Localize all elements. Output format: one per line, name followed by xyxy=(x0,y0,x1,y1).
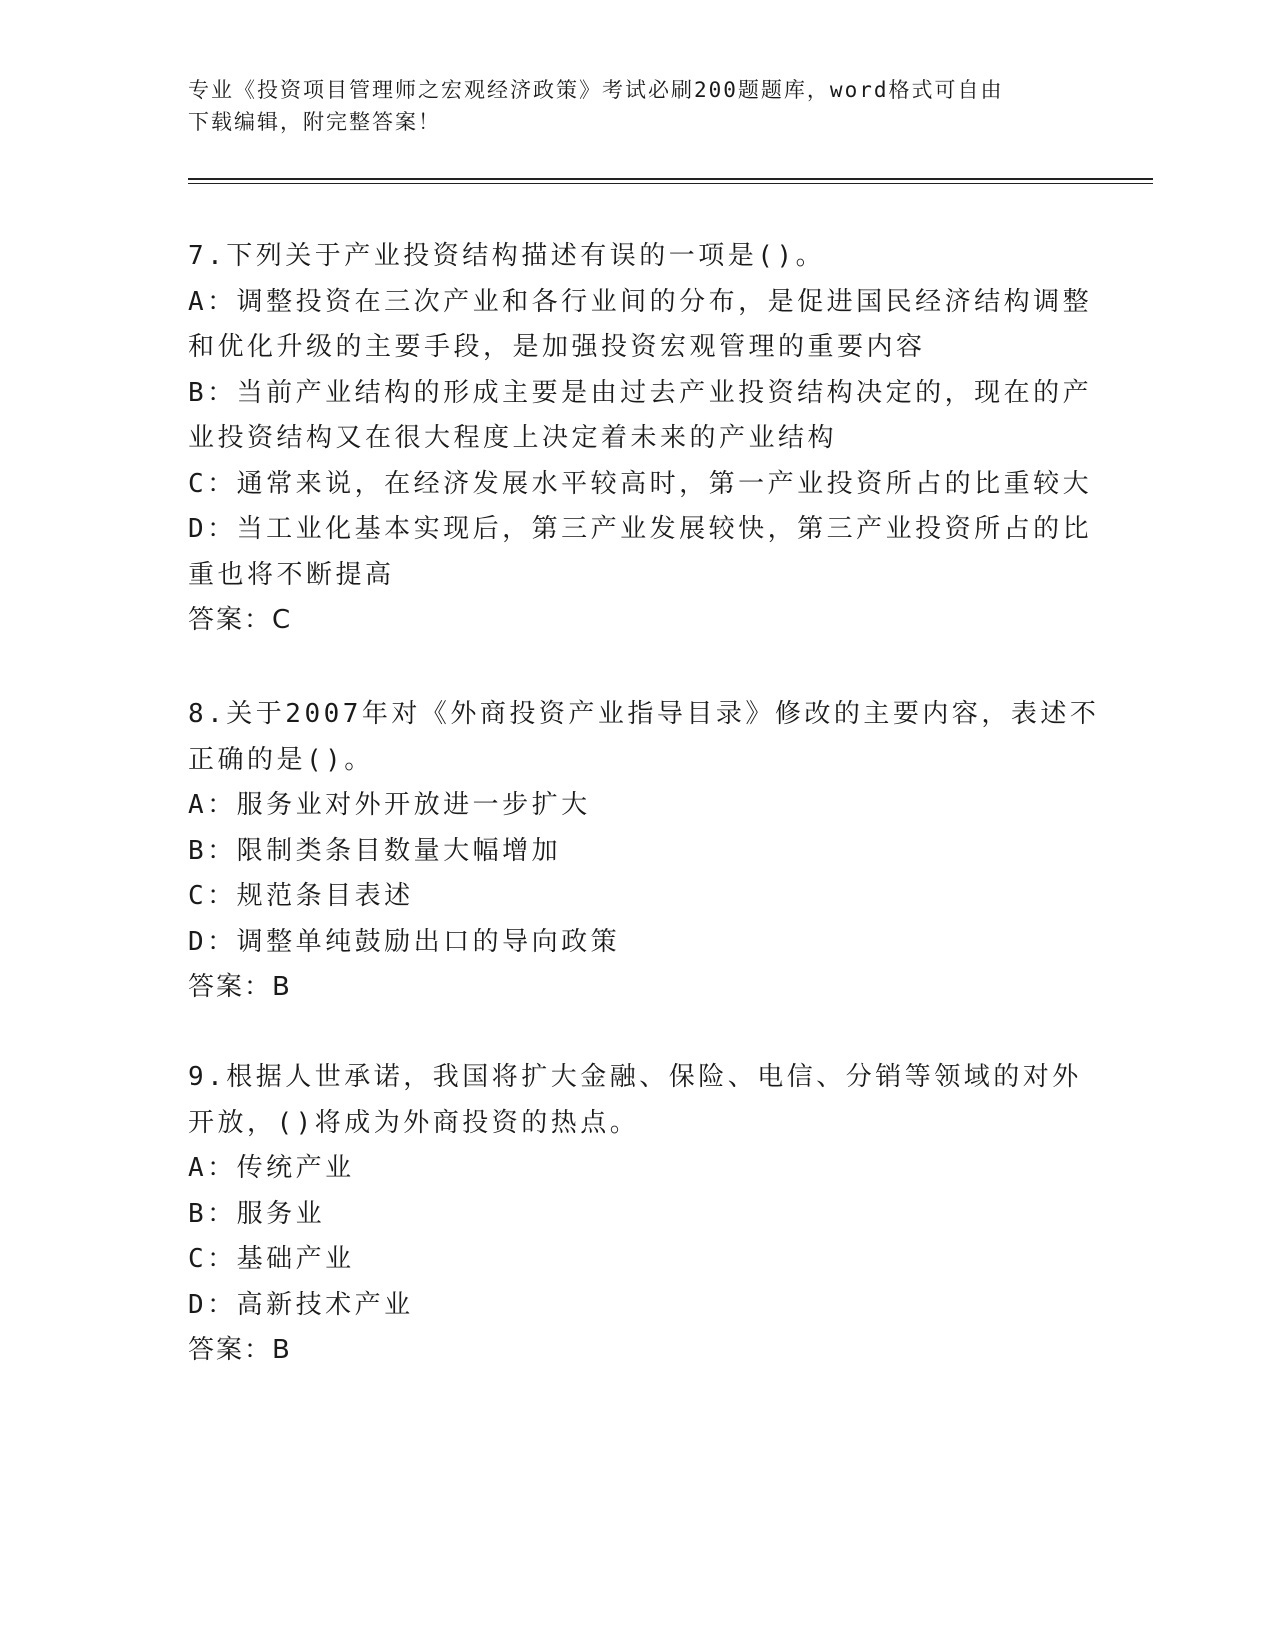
option-a: A：调整投资在三次产业和各行业间的分布，是促进国民经济结构调整 xyxy=(188,286,1093,317)
question-8 xyxy=(188,692,1100,1011)
option-c: C：基础产业 xyxy=(188,1244,355,1274)
option-b: B：服务业 xyxy=(188,1198,326,1229)
option-d: D：高新技术产业 xyxy=(188,1289,414,1320)
option-c: C：通常来说，在经济发展水平较高时，第一产业投资所占的比重较大 xyxy=(188,468,1093,499)
option-b: B：限制类条目数量大幅增加 xyxy=(188,835,562,866)
option-d: D：调整单纯鼓励出口的导向政策 xyxy=(188,926,621,957)
option-b-cont: 业投资结构又在很大程度上决定着未来的产业结构 xyxy=(188,423,838,453)
option-a: A：传统产业 xyxy=(188,1153,355,1183)
question-9 xyxy=(188,1055,1088,1374)
header-divider xyxy=(188,178,1153,180)
option-b: B：当前产业结构的形成主要是由过去产业投资结构决定的，现在的产 xyxy=(188,377,1093,408)
header-line: 专业《投资项目管理师之宏观经济政策》考试必刷200题题库，word格式可自由 xyxy=(188,78,1004,102)
answer: 答案：B xyxy=(188,972,292,1002)
option-d: D：当工业化基本实现后，第三产业发展较快，第三产业投资所占的比 xyxy=(188,514,1093,544)
question-stem-cont: 开放，()将成为外商投资的热点。 xyxy=(188,1107,640,1138)
header-line: 下载编辑，附完整答案！ xyxy=(188,110,441,134)
question-stem: 7.下列关于产业投资结构描述有误的一项是()。 xyxy=(188,241,826,271)
header-divider-thin xyxy=(188,183,1153,184)
answer: 答案：C xyxy=(188,605,293,635)
question-stem-cont: 正确的是()。 xyxy=(188,744,374,775)
question-stem: 8.关于2007年对《外商投资产业指导目录》修改的主要内容，表述不 xyxy=(188,699,1100,729)
option-c: C：规范条目表述 xyxy=(188,881,414,911)
question-stem: 9.根据人世承诺，我国将扩大金融、保险、电信、分销等领域的对外 xyxy=(188,1062,1082,1092)
document-header xyxy=(188,74,1088,138)
answer: 答案：B xyxy=(188,1335,292,1365)
option-d-cont: 重也将不断提高 xyxy=(188,559,395,590)
option-a-cont: 和优化升级的主要手段，是加强投资宏观管理的重要内容 xyxy=(188,332,926,362)
question-7 xyxy=(188,234,1093,644)
option-a: A：服务业对外开放进一步扩大 xyxy=(188,790,591,820)
